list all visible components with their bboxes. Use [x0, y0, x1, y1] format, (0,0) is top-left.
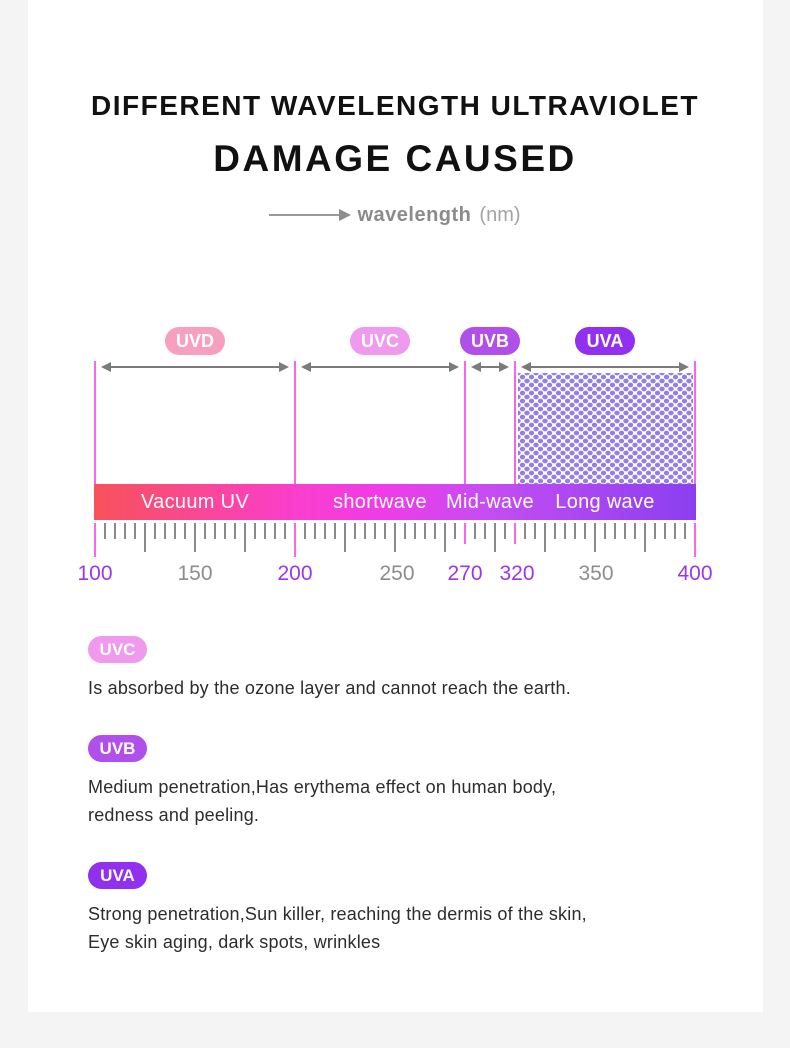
ruler-tick — [274, 523, 276, 539]
ruler-tick — [694, 523, 696, 557]
spectrum-segment-label: Mid-wave — [446, 491, 534, 513]
ruler-tick — [434, 523, 436, 539]
ruler-number: 350 — [578, 562, 614, 585]
ruler-number: 400 — [677, 562, 713, 585]
ruler-tick — [304, 523, 306, 539]
ruler-tick — [484, 523, 486, 539]
ruler-tick — [174, 523, 176, 539]
ruler-number: 270 — [447, 562, 483, 585]
ruler-tick — [414, 523, 416, 539]
ruler-tick — [594, 523, 596, 552]
boundary-line — [514, 361, 516, 484]
range-arrow-uva — [523, 366, 687, 368]
ruler-tick — [224, 523, 226, 539]
ruler-tick — [504, 523, 506, 539]
ruler-tick — [214, 523, 216, 539]
section-badge-uvb: UVB — [88, 735, 147, 762]
range-arrow-uvd — [103, 366, 287, 368]
ruler-tick — [534, 523, 536, 539]
ruler-tick — [634, 523, 636, 539]
section-description — [88, 900, 728, 956]
ruler-tick — [494, 523, 496, 552]
ruler-number: 100 — [77, 562, 113, 585]
ruler-tick — [104, 523, 106, 539]
ruler-tick — [234, 523, 236, 539]
ruler-tick — [144, 523, 146, 552]
ruler-tick — [184, 523, 186, 539]
ruler-tick — [394, 523, 396, 552]
ruler-tick — [614, 523, 616, 539]
ruler-tick — [654, 523, 656, 539]
ruler-tick — [644, 523, 646, 552]
spectrum-segment-label: shortwave — [333, 491, 427, 513]
section-badge-uva: UVA — [88, 862, 147, 889]
ruler-tick — [374, 523, 376, 539]
ruler-tick — [454, 523, 456, 539]
boundary-line — [94, 361, 96, 484]
ruler-tick — [674, 523, 676, 539]
ruler-tick — [384, 523, 386, 539]
ruler-tick — [514, 523, 516, 544]
ruler-tick — [264, 523, 266, 539]
ruler-tick — [154, 523, 156, 539]
uv-band-badge-uva: UVA — [575, 327, 635, 355]
uv-band-badge-uvc: UVC — [350, 327, 410, 355]
ruler-tick — [364, 523, 366, 539]
section-text-line: redness and peeling. — [88, 805, 260, 825]
section-text-line: Eye skin aging, dark spots, wrinkles — [88, 932, 381, 952]
ruler-tick — [284, 523, 286, 539]
ruler-tick — [194, 523, 196, 552]
section-text-line: Strong penetration,Sun killer, reaching the dermis of the skin, — [88, 904, 587, 924]
ruler-number: 320 — [499, 562, 535, 585]
page-title: DIFFERENT WAVELENGTH ULTRAVIOLET — [91, 90, 699, 121]
section-text-line: Is absorbed by the ozone layer and cannot reach the earth. — [88, 678, 571, 698]
wavelength-label: wavelength — [357, 203, 472, 226]
ruler-tick — [134, 523, 136, 539]
ruler-tick — [114, 523, 116, 539]
uva-dot-pattern — [518, 373, 693, 484]
ruler-tick — [294, 523, 296, 557]
ruler-tick — [524, 523, 526, 539]
ruler-number: 200 — [277, 562, 313, 585]
range-arrow-uvb — [473, 366, 507, 368]
ruler-tick — [124, 523, 126, 539]
ruler-tick — [604, 523, 606, 539]
uv-band-badge-uvd: UVD — [165, 327, 225, 355]
ruler-tick — [554, 523, 556, 539]
ruler-tick — [574, 523, 576, 539]
ruler-tick — [334, 523, 336, 539]
spectrum-segment-label: Long wave — [555, 491, 655, 513]
ruler-tick — [684, 523, 686, 539]
ruler-tick — [204, 523, 206, 539]
ruler-tick — [344, 523, 346, 552]
uv-band-badge-uvb: UVB — [460, 327, 520, 355]
section-description — [88, 773, 728, 829]
ruler-tick — [444, 523, 446, 552]
ruler-tick — [324, 523, 326, 539]
ruler-tick — [624, 523, 626, 539]
ruler-number: 150 — [177, 562, 213, 585]
ruler-tick — [474, 523, 476, 539]
ruler-tick — [94, 523, 96, 557]
ruler-tick — [664, 523, 666, 539]
spectrum-segment-label: Vacuum UV — [141, 491, 249, 513]
ruler-tick — [424, 523, 426, 539]
uv-section-uvb — [88, 735, 728, 829]
page-subtitle: DAMAGE CAUSED — [213, 138, 577, 179]
boundary-line — [294, 361, 296, 484]
range-arrow-uvc — [303, 366, 457, 368]
ruler-tick — [254, 523, 256, 539]
ruler-tick — [464, 523, 466, 544]
uv-section-uva — [88, 862, 728, 956]
wavelength-unit-label: (nm) — [479, 203, 521, 226]
ruler-tick — [164, 523, 166, 539]
boundary-line — [694, 361, 696, 484]
boundary-line — [464, 361, 466, 484]
ruler-tick — [314, 523, 316, 539]
section-description — [88, 674, 728, 702]
ruler-tick — [544, 523, 546, 552]
uv-section-uvc — [88, 636, 728, 702]
ruler-tick — [584, 523, 586, 539]
ruler-tick — [354, 523, 356, 539]
ruler-number: 250 — [379, 562, 415, 585]
ruler-tick — [404, 523, 406, 539]
ruler-tick — [564, 523, 566, 539]
ruler-tick — [244, 523, 246, 552]
section-text-line: Medium penetration,Has erythema effect on human body, — [88, 777, 557, 797]
section-badge-uvc: UVC — [88, 636, 147, 663]
